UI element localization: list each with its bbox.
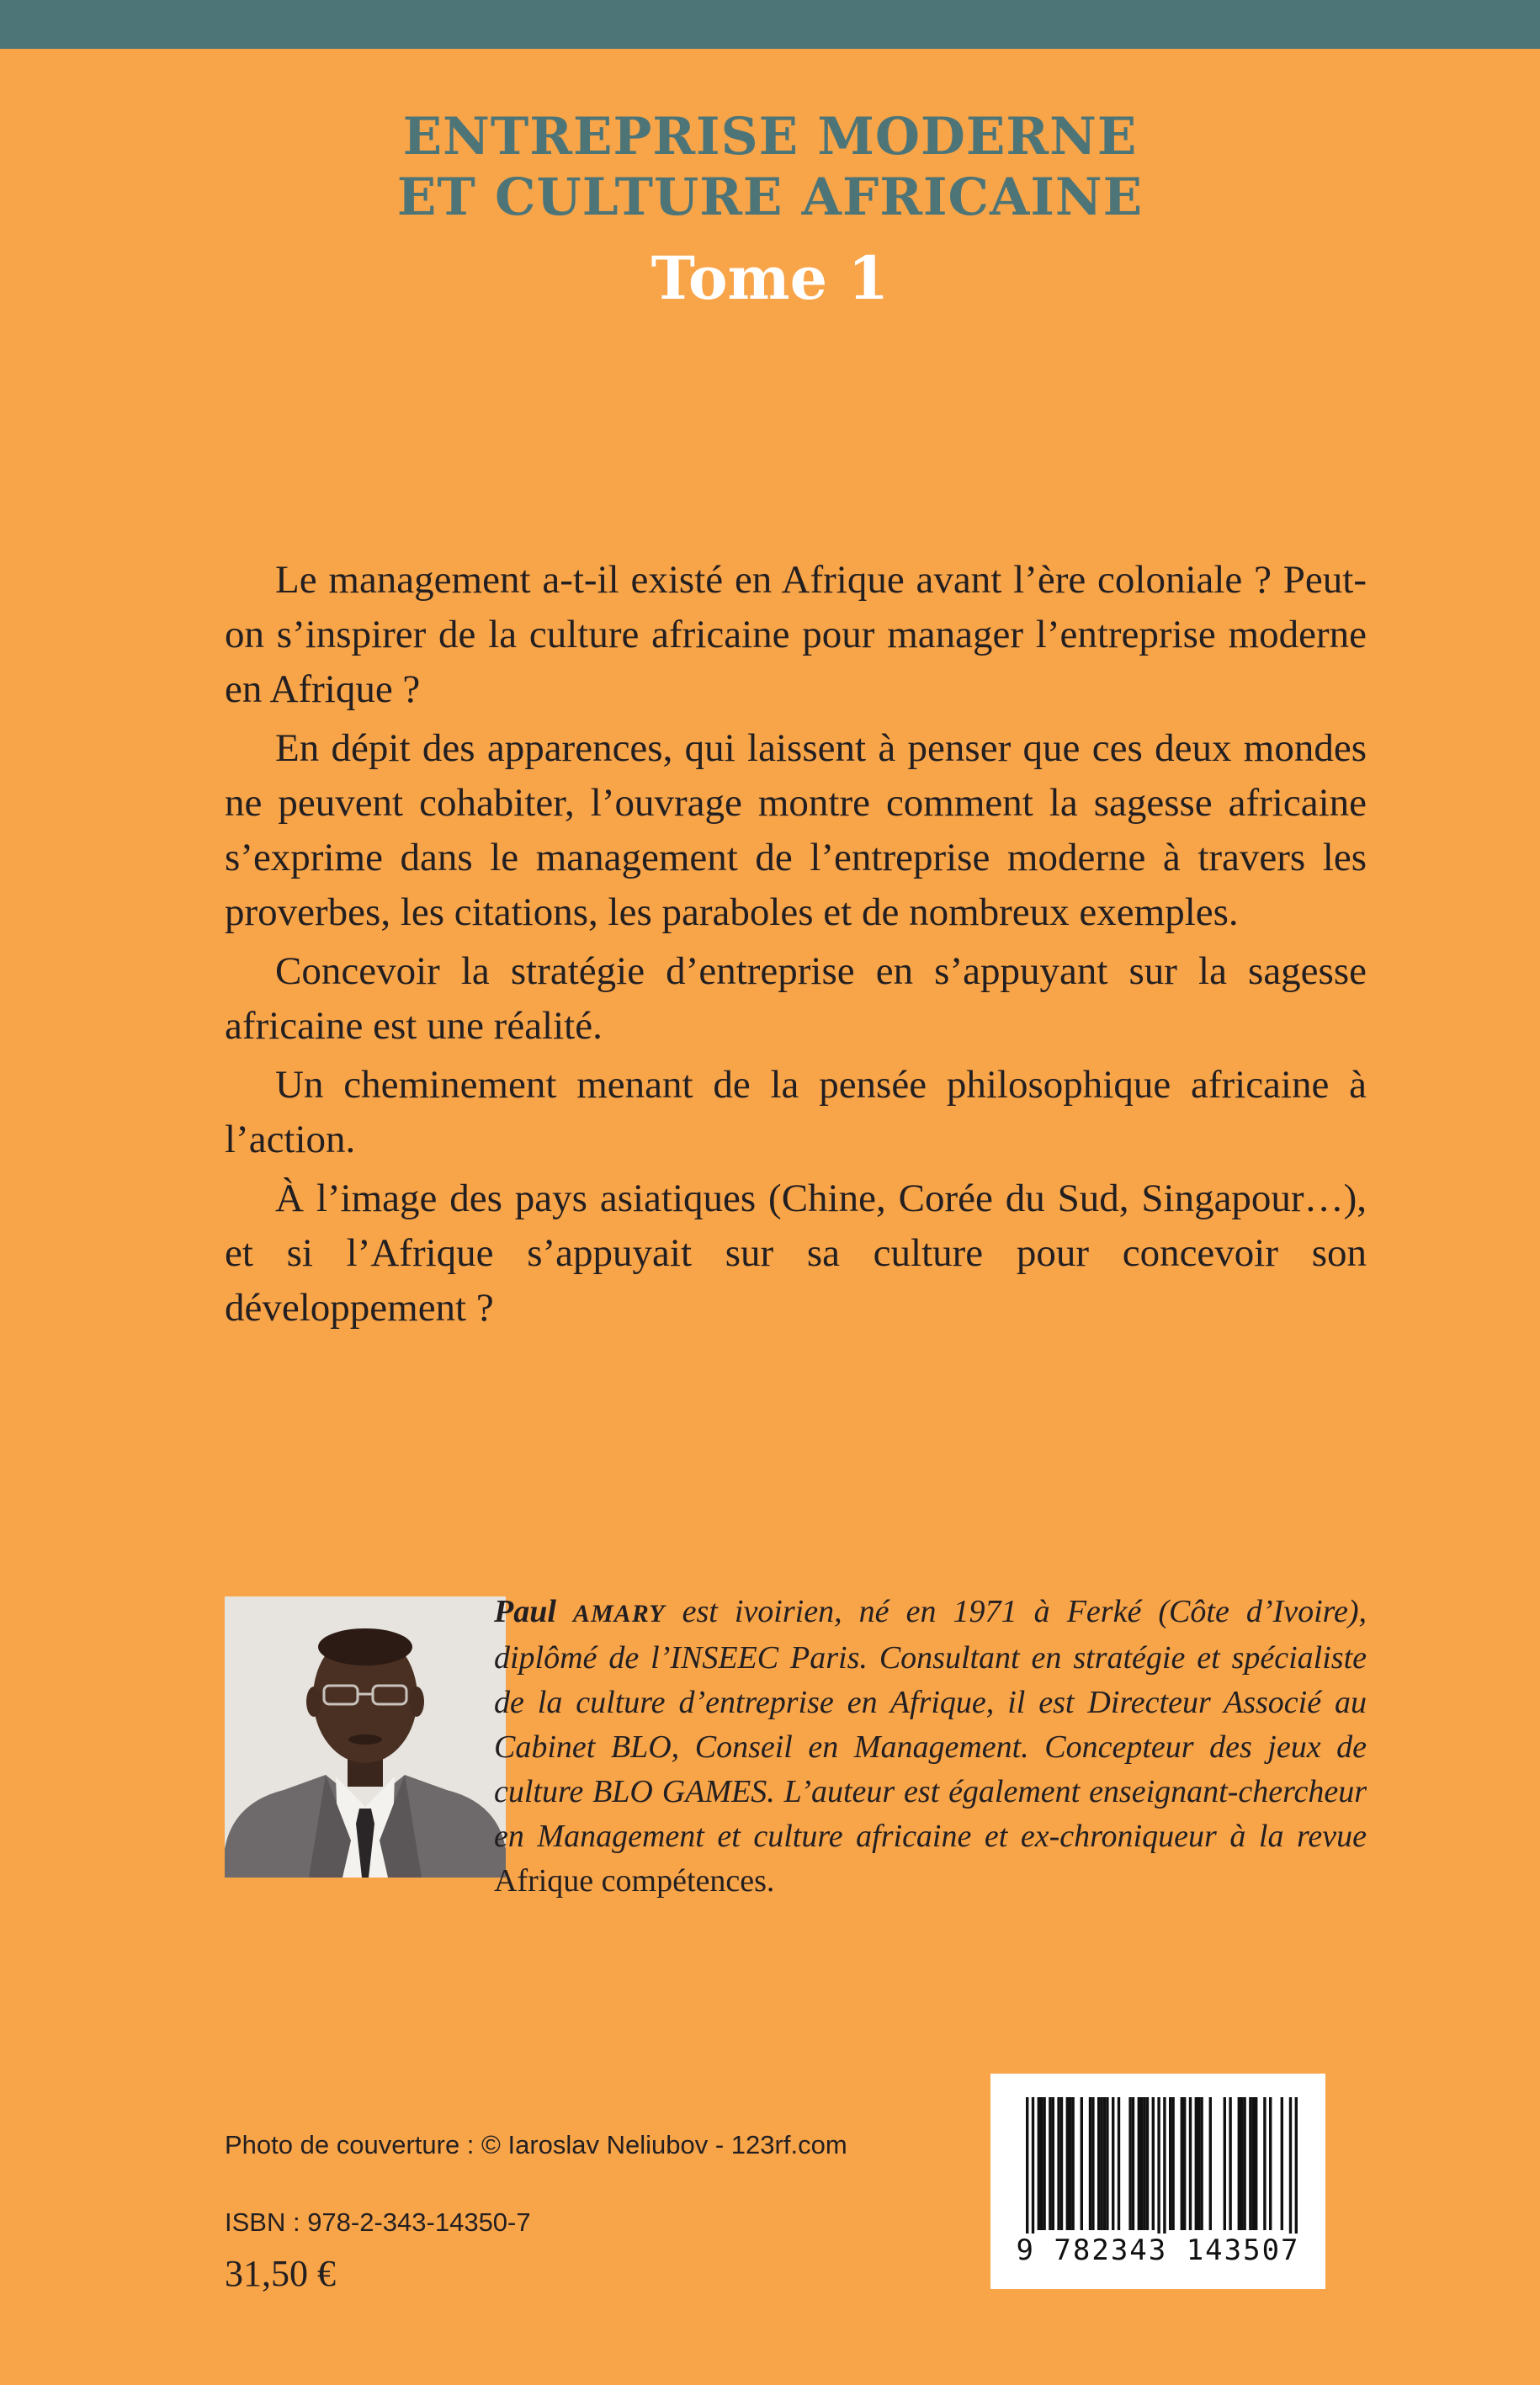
barcode-bar	[1169, 2097, 1171, 2230]
barcode-bar	[1043, 2097, 1045, 2230]
barcode-bar	[1040, 2097, 1043, 2230]
barcode-bar	[1249, 2097, 1251, 2230]
barcode-bar	[1183, 2097, 1186, 2230]
barcode-bar	[1091, 2097, 1094, 2230]
barcode-bar	[1089, 2097, 1091, 2230]
author-bio-end: Afrique compétences.	[494, 1863, 775, 1899]
blurb-paragraph: Le management a-t-il existé en Afrique avant l’ère coloniale ? Peut-on s’inspirer de la culture africaine pour manager l’entreprise moderne en Afrique ?	[225, 558, 1367, 711]
barcode-bar	[1100, 2097, 1102, 2230]
barcode-bar	[1163, 2097, 1166, 2234]
volume-label: Tome 1	[651, 243, 889, 313]
barcode-bar	[1032, 2097, 1034, 2234]
barcode-bar	[1263, 2097, 1266, 2230]
barcode-bar	[1128, 2097, 1131, 2230]
blurb-paragraph: En dépit des apparences, qui laissent à penser que ces deux mondes ne peuvent cohabiter, l’ouvrage montre comment la sagesse africaine s’exprime dans le management de l’entreprise moderne à travers les proverbes, les citations, les paraboles et de nombreux exemples.	[225, 726, 1367, 934]
barcode-bar	[1152, 2097, 1155, 2230]
barcode-bar	[1197, 2097, 1200, 2230]
barcode-bar	[1049, 2097, 1051, 2230]
barcode-bar	[1295, 2097, 1298, 2234]
author-photo	[225, 1596, 506, 1878]
isbn: ISBN : 978-2-343-14350-7	[225, 2207, 531, 2237]
barcode-bar	[1081, 2097, 1083, 2230]
blurb-paragraph: Un cheminement menant de la pensée philosophique africaine à l’action.	[225, 1063, 1367, 1161]
barcode-bar	[1171, 2097, 1174, 2230]
barcode-bar	[1157, 2097, 1160, 2234]
barcode-bar	[1240, 2097, 1243, 2230]
barcode-bar	[1269, 2097, 1272, 2230]
barcode-bar	[1140, 2097, 1143, 2230]
author-last-name: AMARY	[573, 1600, 666, 1628]
author-first-name: Paul	[494, 1594, 556, 1629]
barcode-bar	[1146, 2097, 1149, 2230]
barcode-bar	[1224, 2097, 1226, 2230]
barcode-bar	[1289, 2097, 1292, 2234]
barcode-bar	[1255, 2097, 1257, 2230]
barcode-bar	[1229, 2097, 1231, 2230]
blurb-paragraph: Concevoir la stratégie d’entreprise en s’appuyant sur la sagesse africaine est une réalité.	[225, 949, 1367, 1048]
barcode-bar	[1052, 2097, 1054, 2230]
barcode-bar	[1243, 2097, 1245, 2230]
barcode-bar	[1103, 2097, 1106, 2230]
barcode-bar	[1026, 2097, 1028, 2234]
barcode-bar	[1209, 2097, 1212, 2230]
back-cover-blurb	[225, 553, 1367, 1340]
author-biography	[494, 1590, 1367, 1904]
price: 31,50 €	[225, 2253, 336, 2294]
barcode-bar	[1143, 2097, 1145, 2230]
barcode-bar	[1195, 2097, 1197, 2230]
barcode-bar	[1252, 2097, 1255, 2230]
barcode-bar	[1069, 2097, 1071, 2230]
barcode-bar	[1181, 2097, 1183, 2230]
barcode-bar	[1138, 2097, 1140, 2230]
barcode-bar	[1057, 2097, 1059, 2230]
barcode-bar	[1060, 2097, 1063, 2230]
author-bio-text: est ivoirien, né en 1971 à Ferké (Côte d’Ivoire), diplômé de l’INSEEC Paris. Consultant en stratégie et spécialiste de la culture d’entreprise en Afrique, il est Directeur Associé au Cabinet BLO, Conseil en Management. Concepteur des jeux de culture BLO GAMES. L’auteur est également enseignant-chercheur en Management et culture africaine et ex-chroniqueur à la revue	[494, 1594, 1367, 1854]
barcode-bar	[1106, 2097, 1108, 2230]
blurb-paragraph: À l’image des pays asiatiques (Chine, Corée du Sud, Singapour…), et si l’Afrique s’appuyait sur sa culture pour concevoir son développement ?	[225, 1177, 1367, 1330]
barcode-bar	[1189, 2097, 1192, 2230]
barcode-bar	[1238, 2097, 1240, 2230]
barcode-digits: 9 782343 143507	[1016, 2234, 1300, 2267]
barcode-bar	[1038, 2097, 1040, 2230]
barcode-bar	[1112, 2097, 1114, 2230]
barcode-bar	[1118, 2097, 1120, 2230]
barcode-bar	[1097, 2097, 1100, 2230]
top-color-band	[0, 0, 1540, 49]
barcode	[990, 2074, 1325, 2289]
barcode-bar	[1066, 2097, 1069, 2230]
barcode-bar	[1071, 2097, 1074, 2230]
barcode-bars	[990, 2074, 1325, 2234]
barcode-bar	[1200, 2097, 1203, 2230]
photo-credit: Photo de couverture : © Iaroslav Neliubov - 123rf.com	[225, 2130, 847, 2159]
book-title-line-2: ET CULTURE AFRICAINE	[396, 167, 1144, 227]
book-title-line-1: ENTREPRISE MODERNE	[402, 107, 1138, 167]
barcode-bar	[1281, 2097, 1283, 2230]
barcode-bar	[1132, 2097, 1134, 2230]
